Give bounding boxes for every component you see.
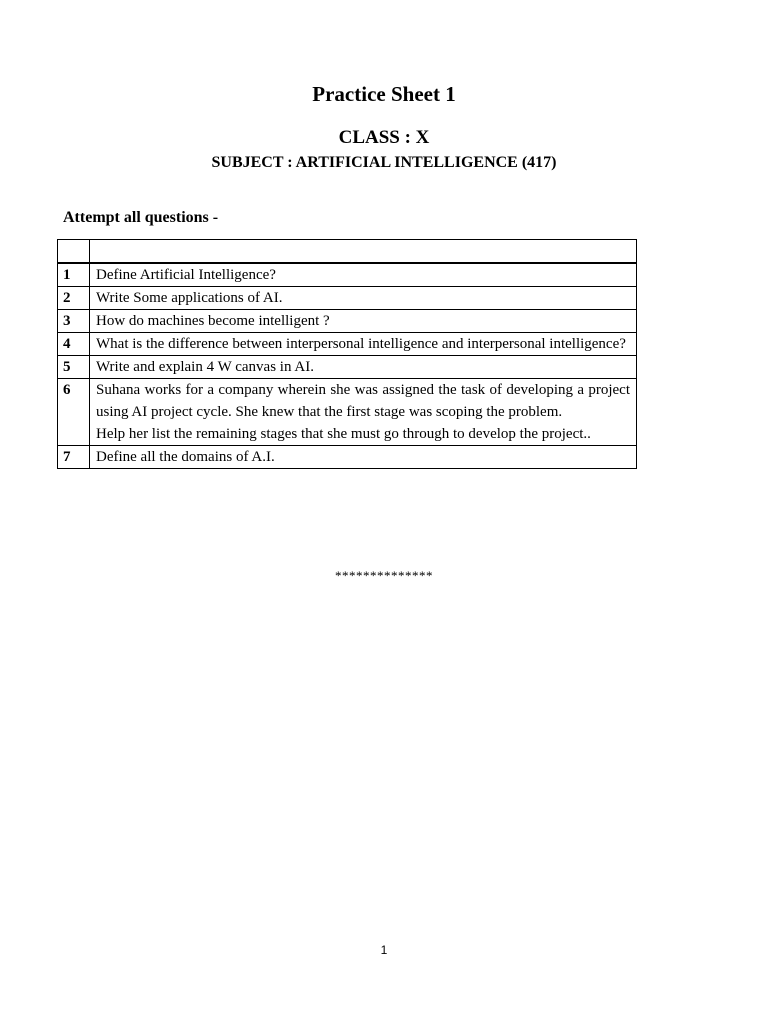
table-row [58, 287, 637, 310]
table-row [58, 379, 637, 446]
table-row [58, 356, 637, 379]
page-number: 1 [380, 943, 388, 957]
question-text [90, 356, 637, 379]
question-paragraph: Write Some applications of AI. [96, 290, 283, 306]
table-row [58, 310, 637, 333]
question-paragraph: Write and explain 4 W canvas in AI. [96, 359, 314, 375]
instruction-text: Attempt all questions - [63, 209, 219, 226]
question-text [90, 446, 637, 469]
table-header-row [58, 240, 637, 264]
questions-table [57, 239, 637, 469]
question-number: 7 [58, 446, 90, 469]
question-paragraph: How do machines become intelligent ? [96, 313, 330, 329]
end-separator: ************** [335, 568, 433, 583]
question-text [90, 287, 637, 310]
question-paragraph: Suhana works for a company wherein she was assigned the task of developing a project using AI project cycle. She knew that the first stage was scoping the problem. [96, 382, 630, 420]
question-number: 3 [58, 310, 90, 333]
question-number: 5 [58, 356, 90, 379]
table-row [58, 446, 637, 469]
subject-line: SUBJECT : ARTIFICIAL INTELLIGENCE (417) [211, 154, 557, 171]
question-text [90, 263, 637, 287]
question-paragraph: Define all the domains of A.I. [96, 449, 275, 465]
page-title: Practice Sheet 1 [312, 82, 456, 106]
table-row [58, 263, 637, 287]
header-cell-question [90, 240, 637, 264]
table-row [58, 333, 637, 356]
question-number: 4 [58, 333, 90, 356]
header-cell-number [58, 240, 90, 264]
question-number: 2 [58, 287, 90, 310]
class-line: CLASS : X [338, 127, 430, 148]
question-paragraph: Help her list the remaining stages that she must go through to develop the project.. [96, 426, 591, 442]
question-number: 1 [58, 263, 90, 287]
question-paragraph: What is the difference between interpersonal intelligence and interpersonal intelligence? [96, 336, 626, 352]
questions-table-body [58, 240, 637, 469]
question-text [90, 379, 637, 446]
question-paragraph: Define Artificial Intelligence? [96, 267, 276, 283]
question-text [90, 333, 637, 356]
question-number: 6 [58, 379, 90, 446]
question-text [90, 310, 637, 333]
